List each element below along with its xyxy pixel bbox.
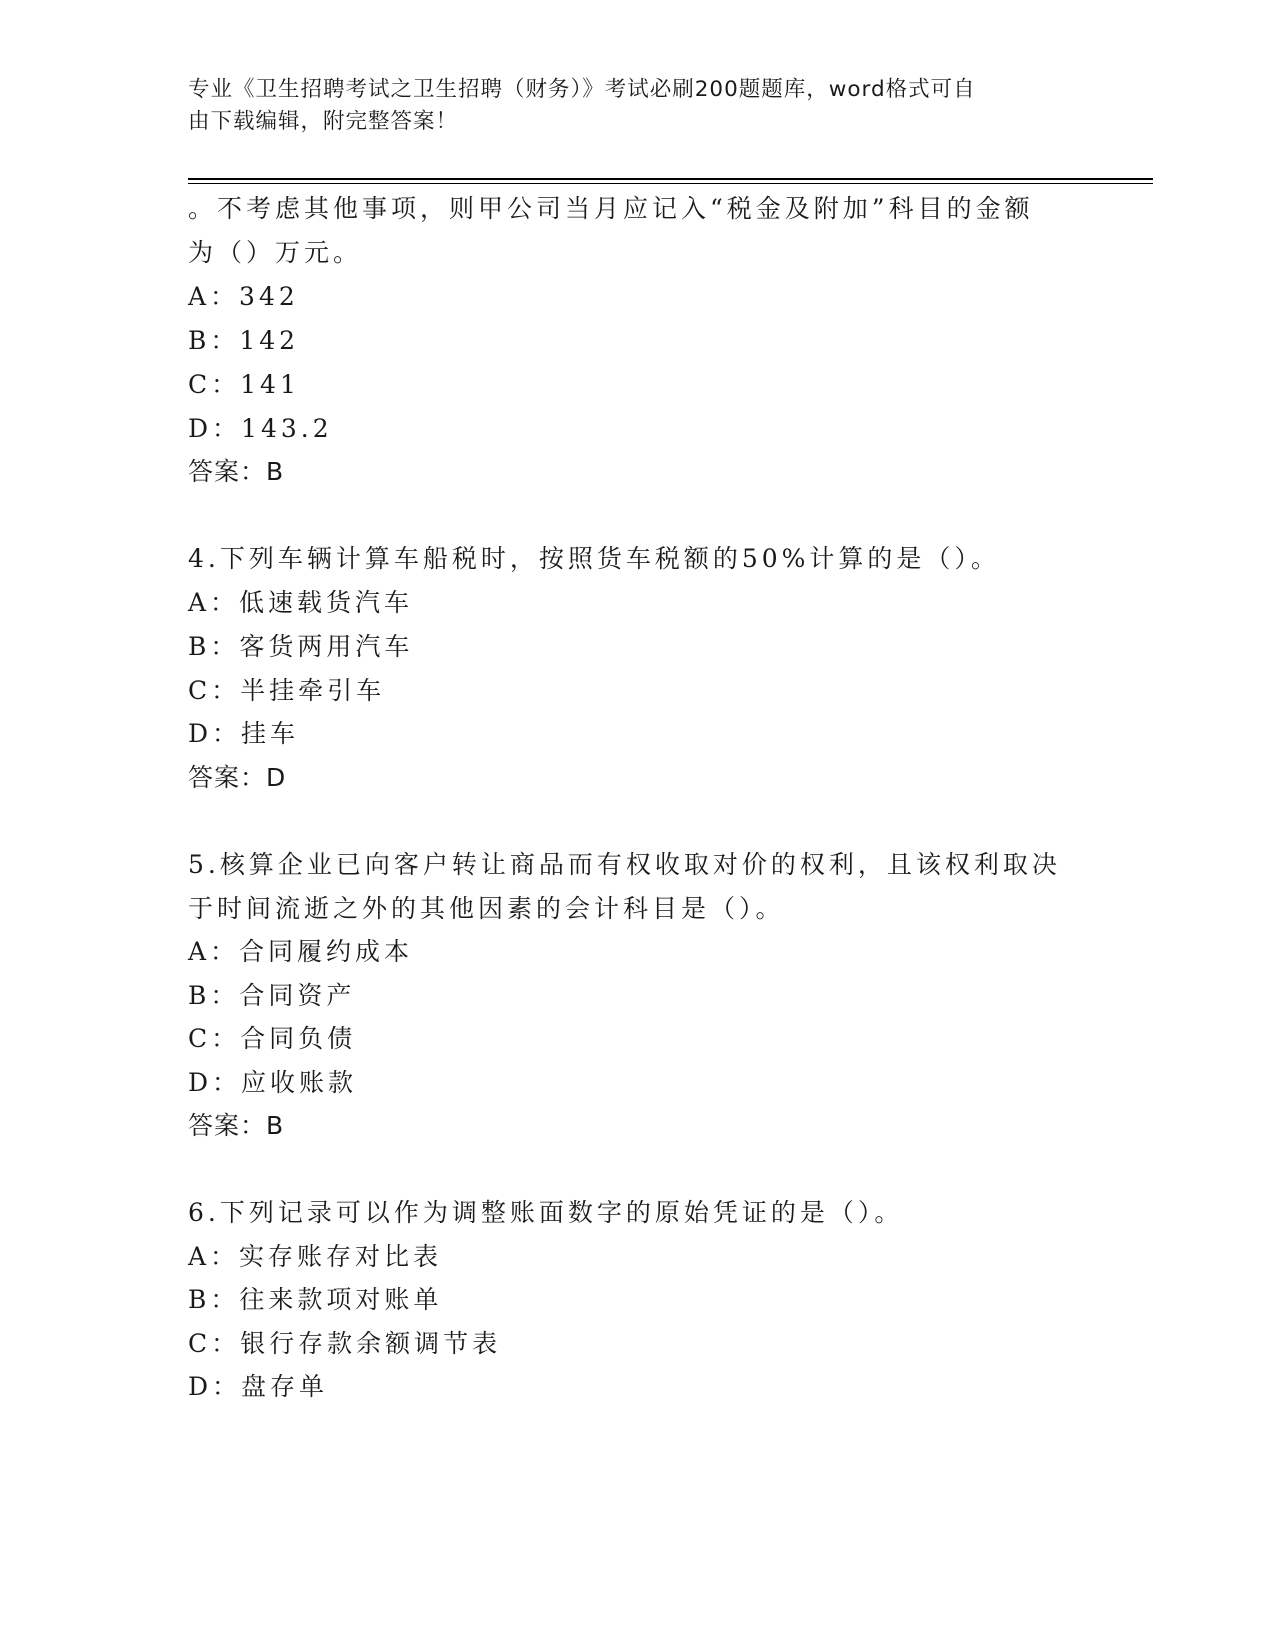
q4-option-c: C：半挂牵引车 [188, 676, 386, 705]
q4-option-a: A：低速载货汽车 [188, 588, 414, 617]
q6-stem-line-1: 6.下列记录可以作为调整账面数字的原始凭证的是（）。 [188, 1198, 904, 1227]
q6-option-b: B：往来款项对账单 [188, 1285, 443, 1314]
q5-answer: 答案：B [188, 1111, 285, 1140]
q3-option-a: A：342 [188, 282, 299, 311]
header-divider-thick [188, 178, 1153, 180]
q6-option-a: A：实存账存对比表 [188, 1242, 443, 1271]
q3-option-b: B：142 [188, 326, 300, 355]
q4-answer: 答案：D [188, 763, 287, 792]
q3-option-c: C：141 [188, 370, 300, 399]
q6-option-d: D：盘存单 [188, 1372, 329, 1401]
q5-option-b: B：合同资产 [188, 981, 356, 1010]
q4-option-d: D：挂车 [188, 719, 300, 748]
header-divider-thin [188, 183, 1153, 184]
header-line-1: 专业《卫生招聘考试之卫生招聘（财务）》考试必刷200题题库，word格式可自 [188, 77, 976, 102]
q5-option-a: A：合同履约成本 [188, 937, 414, 966]
q5-stem-line-2: 于时间流逝之外的其他因素的会计科目是（）。 [188, 894, 785, 923]
q6-option-c: C：银行存款余额调节表 [188, 1329, 502, 1358]
q5-option-c: C：合同负债 [188, 1024, 357, 1053]
q3-answer: 答案：B [188, 457, 285, 486]
document-header [188, 74, 1068, 138]
q3-option-d: D：143.2 [188, 414, 333, 443]
q3-stem-line-2: 为（）万元。 [188, 238, 363, 267]
header-line-2: 由下载编辑，附完整答案！ [188, 109, 459, 134]
q4-option-b: B：客货两用汽车 [188, 632, 414, 661]
q5-stem-line-1: 5.核算企业已向客户转让商品而有权收取对价的权利，且该权利取决 [188, 850, 1061, 879]
q5-option-d: D：应收账款 [188, 1068, 358, 1097]
q3-stem-line-1: 。不考虑其他事项，则甲公司当月应记入“税金及附加”科目的金额 [188, 194, 1034, 223]
q4-stem-line-1: 4.下列车辆计算车船税时，按照货车税额的50%计算的是（）。 [188, 544, 1000, 573]
